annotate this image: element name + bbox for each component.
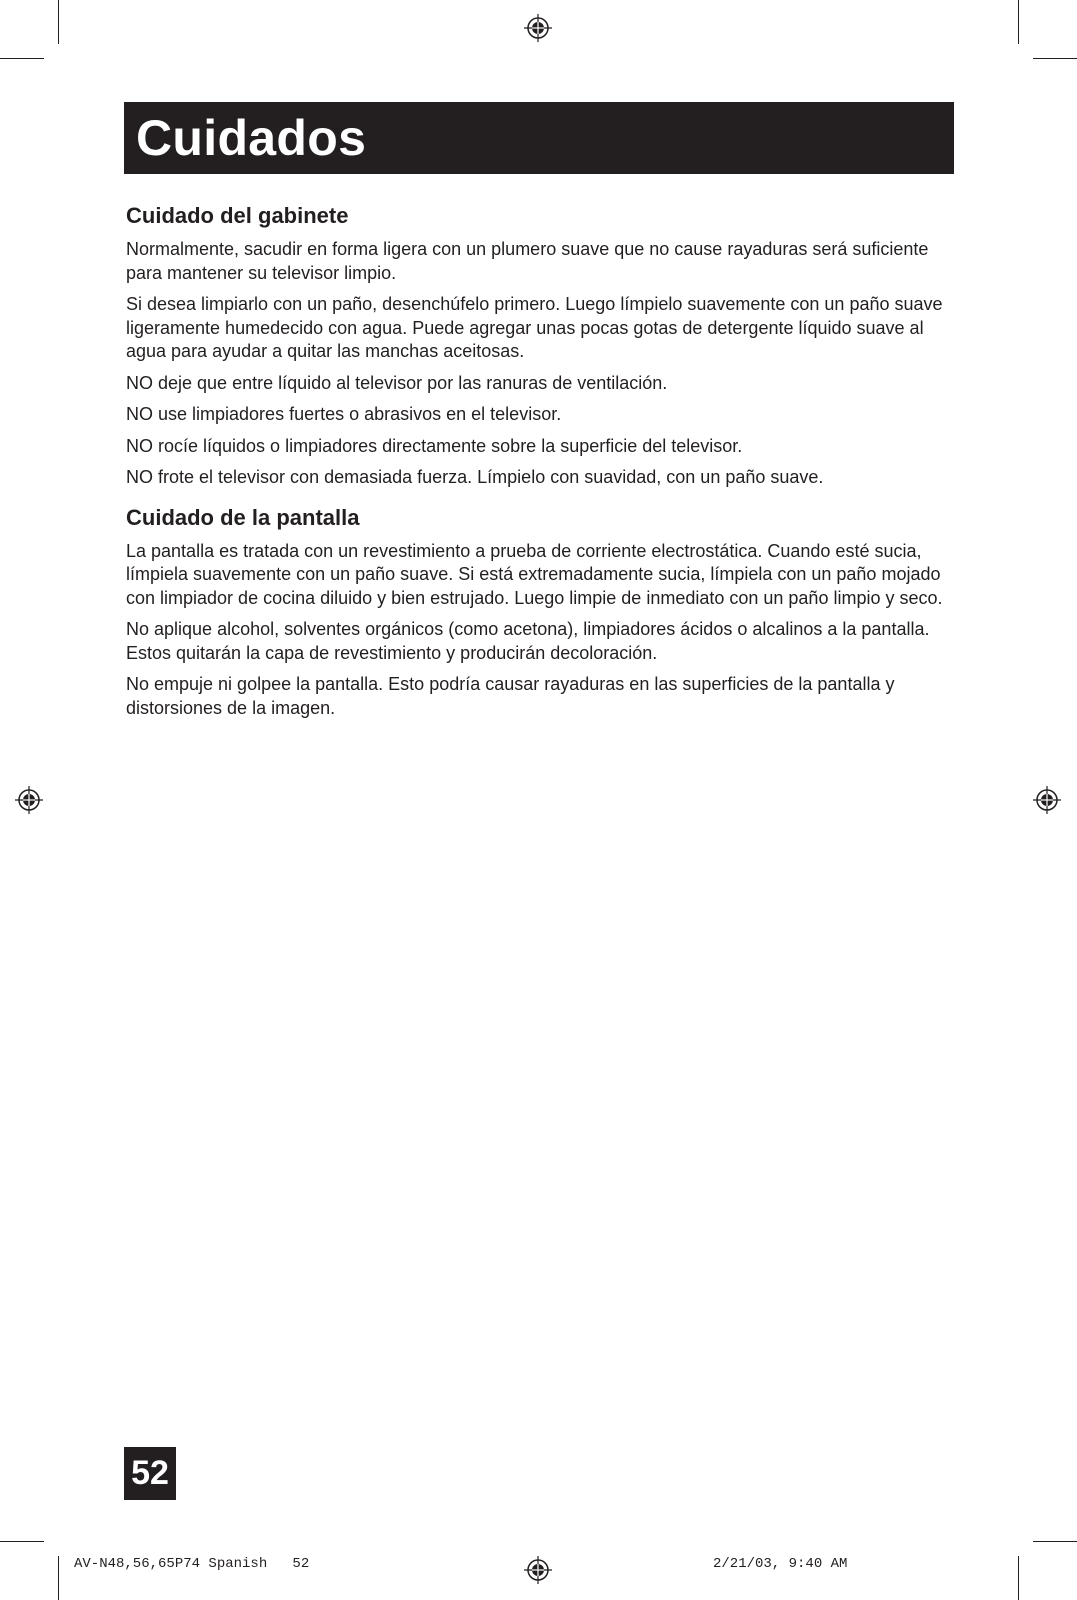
paragraph: Si desea limpiarlo con un paño, desenchúfelo primero. Luego límpielo suavemente con un paño suave ligeramente humedecido con agua. Puede agregar unas pocas gotas de detergente líquido suave al agua para ayudar a quitar las manchas aceitosas. [126, 294, 943, 361]
page-number: 52 [124, 1447, 176, 1500]
section-heading: Cuidado del gabinete [126, 203, 349, 228]
print-slug-left: AV-N48,56,65P74 Spanish 52 [74, 1556, 310, 1572]
page-title-bar [124, 102, 954, 174]
crop-mark [0, 1541, 44, 1542]
crop-mark [58, 0, 59, 44]
main-content [126, 202, 960, 728]
registration-mark-icon [524, 1556, 552, 1584]
registration-mark-icon [1033, 786, 1061, 814]
paragraph: No aplique alcohol, solventes orgánicos (como acetona), limpiadores ácidos o alcalinos a la pantalla. Estos quitarán la capa de revestimiento y producirán decoloración. [126, 619, 930, 663]
paragraph: NO deje que entre líquido al televisor por las ranuras de ventilación. [126, 372, 668, 393]
print-slug-right: 2/21/03, 9:40 AM [713, 1556, 848, 1572]
paragraph: La pantalla es tratada con un revestimiento a prueba de corriente electrostática. Cuando esté sucia, límpiela suavemente con un paño suave. Si está extremadamente sucia, límpiela con un paño mojado con limpiador de cocina diluido y bien estrujado. Luego limpie de inmediato con un paño limpio y seco. [126, 540, 943, 608]
paragraph: No empuje ni golpee la pantalla. Esto podría causar rayaduras en las superficies de la pantalla y distorsiones de la imagen. [126, 674, 895, 718]
registration-mark-icon [15, 786, 43, 814]
paragraph: NO frote el televisor con demasiada fuerza. Límpielo con suavidad, con un paño suave. [126, 467, 824, 487]
crop-mark [1033, 1541, 1077, 1542]
crop-mark [0, 58, 44, 59]
crop-mark [1018, 1556, 1019, 1600]
crop-mark [1018, 0, 1019, 44]
registration-mark-icon [524, 14, 552, 42]
section-heading: Cuidado de la pantalla [126, 504, 360, 530]
paragraph: NO rocíe líquidos o limpiadores directamente sobre la superficie del televisor. [126, 435, 743, 456]
paragraph: NO use limpiadores fuertes o abrasivos en el televisor. [126, 404, 562, 424]
page-title: Cuidados [136, 110, 367, 166]
crop-mark [1033, 58, 1077, 59]
paragraph: Normalmente, sacudir en forma ligera con un plumero suave que no cause rayaduras será suficiente para mantener su televisor limpio. [126, 239, 929, 283]
crop-mark [58, 1556, 59, 1600]
